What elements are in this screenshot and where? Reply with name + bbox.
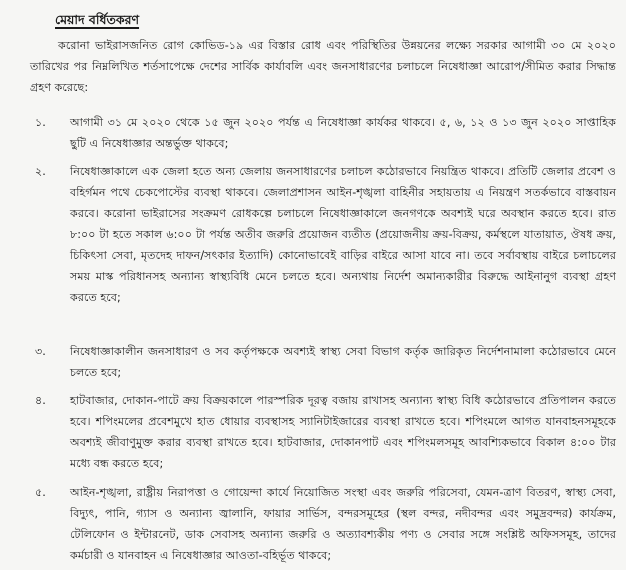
item-number: ১. [35, 116, 46, 129]
item-text: নিষেধাজ্ঞাকালে এক জেলা হতে অন্য জেলায় জনসাধারণের চলাচল কঠোরভাবে নিয়ন্ত্রিত থাকবে। প্রতিটি জেলার প্রবেশ ও বহির্গমন পথে চেকপোস্টের ব্যবস্থা থাকবে। জেলাপ্রশাসন আইন-শৃঙ্খলা বাহিনীর সহায়তায় এ নিয়ন্ত্রণ সতর্কভাবে বাস্তবায়ন করবে। করোনা ভাইরাসের সংক্রমণ রোধকল্পে চলাচলে নিষেধাজ্ঞাকালে জনগণকে অবশ্যই ঘরে অবস্থান করতে হবে। রাত ৮:০০ টা হতে সকাল ৬:০০ টা পর্যন্ত অতীব জরুরি প্রয়োজন ব্যতীত (প্রয়োজনীয় ক্রয়-বিক্রয়, কর্মস্থলে যাতায়াত, ঔষধ ক্রয়, চিকিৎসা সেবা, মৃতদেহ দাফন/সৎকার ইত্যাদি) কোনোভাবেই বাড়ির বাইরে আসা যাবে না। তবে সর্বাবস্থায় বাইরে চলাচলের সময় মাস্ক পরিধানসহ অন্যান্য স্বাস্থ্যবিধি মেনে চলতে হবে। অন্যথায় নির্দেশ অমান্যকারীর বিরুদ্ধে আইনানুগ ব্যবস্থা গ্রহণ করতে হবে; [70, 165, 616, 304]
item-number: ৫. [35, 486, 46, 499]
intro-text: করোনা ভাইরাসজনিত রোগ কোভিড-১৯ এর বিস্তার রোধ এবং পরিস্থিতির উন্নয়নের লক্ষ্যে সরকার আগামী ৩০ মে ২০২০ তারিখের পর নিম্নলিখিত শর্তসাপেক্ষে দেশের সার্বিক কার্যাবলি এবং জনসাধারণের চলাচলে নিষেধাজ্ঞা আরোপ/সীমিত করার সিদ্ধান্ত গ্রহণ করেছে: [30, 39, 616, 94]
item-text: নিষেধাজ্ঞাকালীন জনসাধারণ ও সব কর্তৃপক্ষকে অবশ্যই স্বাস্থ্য সেবা বিভাগ কর্তৃক জারিকৃত নির্দেশনামালা কঠোরভাবে মেনে চলতে হবে; [70, 345, 616, 379]
section-heading: মেয়াদ বর্ধিতকরণ [55, 12, 140, 27]
item-text: আইন-শৃঙ্খলা, রাষ্ট্রীয় নিরাপত্তা ও গোয়েন্দা কার্যে নিয়োজিত সংস্থা এবং জরুরি পরিসেবা, যেমন-ত্রাণ বিতরণ, স্বাস্থ্য সেবা, বিদ্যুৎ, পানি, গ্যাস ও অন্যান্য জ্বালানি, ফায়ার সার্ভিস, বন্দরসমূহের (স্থল বন্দর, নদীবন্দর এবং সমুদ্রবন্দর) কার্যক্রম, টেলিফোন ও ইন্টারনেট, ডাক সেবাসহ অন্যান্য জরুরি ও অত্যাবশ্যকীয় পণ্য ও সেবার সঙ্গে সংশ্লিষ্ট অফিসসমূহ, তাদের কর্মচারী ও যানবাহন এ নিষেধাজ্ঞার আওতা-বহির্ভূত থাকবে; [70, 486, 616, 562]
item-text: আগামী ৩১ মে ২০২০ থেকে ১৫ জুন ২০২০ পর্যন্ত এ নিষেধাজ্ঞা কার্যকর থাকবে। ৫, ৬, ১২ ও ১৩ জুন ২০২০ সাপ্তাহিক ছুটি এ নিষেধাজ্ঞার অন্তর্ভুক্ত থাকবে; [70, 116, 616, 150]
intro-paragraph [30, 35, 616, 98]
item-text: হাটবাজার, দোকান-পাটে ক্রয় বিক্রয়কালে পারস্পরিক দূরত্ব বজায় রাখাসহ অন্যান্য স্বাস্থ্য বিধি কঠোরভাবে প্রতিপালন করতে হবে। শপিংমলের প্রবেশমুখে হাত ধোয়ার ব্যবস্থাসহ স্যানিটাইজারের ব্যবস্থা রাখতে হবে। শপিংমলে আগত যানবাহনসমূহকে অবশ্যই জীবাণুমুক্ত করার ব্যবস্থা রাখতে হবে। হাটবাজার, দোকানপাট এবং শপিংমলসমূহ আবশ্যিকভাবে বিকাল ৪:০০ টার মধ্যে বন্ধ করতে হবে; [70, 394, 616, 470]
item-number: ৪. [35, 394, 46, 407]
item-number: ২. [35, 165, 46, 178]
item-number: ৩. [35, 345, 46, 358]
